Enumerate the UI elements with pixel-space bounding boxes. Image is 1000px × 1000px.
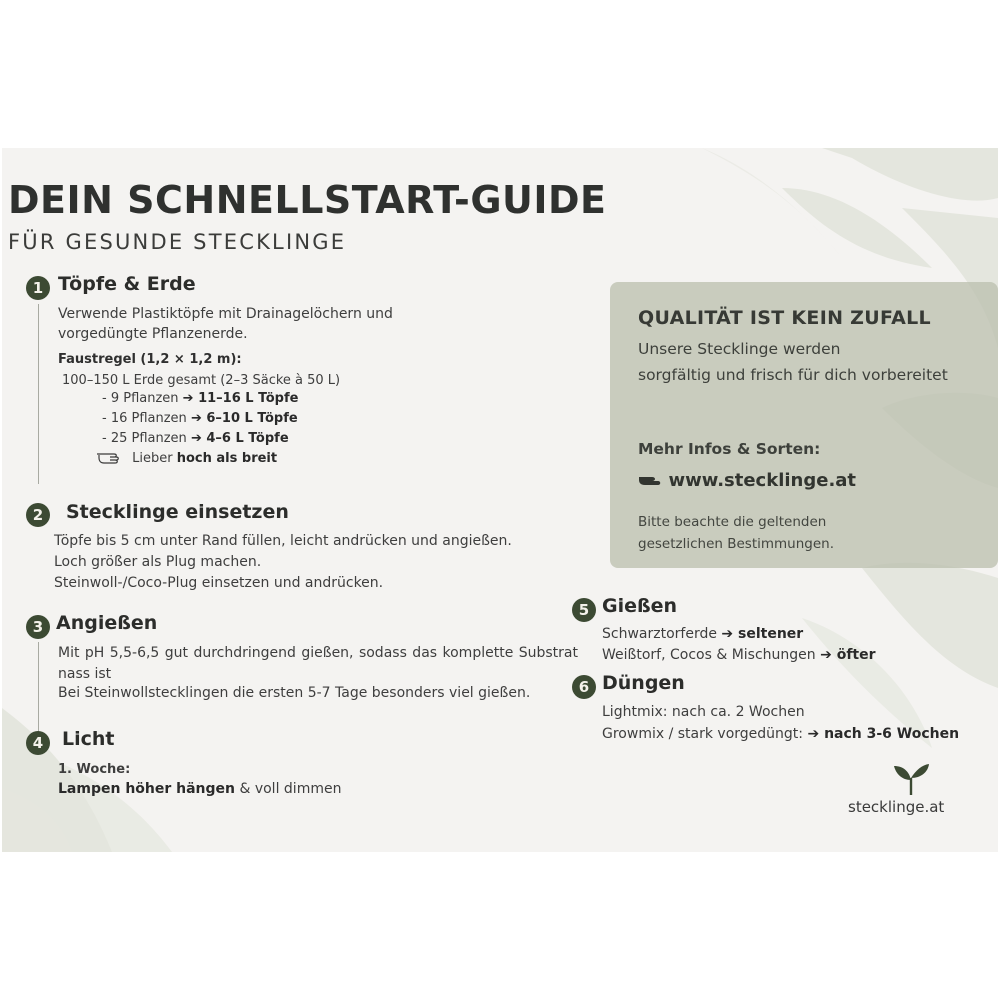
list-item-prefix: - 16 Pflanzen (102, 411, 191, 426)
section-text: vorgedüngte Pflanzenerde. (58, 326, 248, 342)
arrow-icon: ➔ (820, 647, 837, 663)
arrow-icon: ➔ (190, 431, 207, 446)
section-title-fertilizing: Düngen (602, 672, 685, 694)
section-paragraph: Mit pH 5,5-6,5 gut durchdringend gießen, sodass das komplette Substrat nass ist (58, 645, 578, 682)
info-box (610, 282, 998, 568)
section-title-pots-soil: Töpfe & Erde (58, 273, 196, 295)
step-number-3: 3 (26, 615, 50, 639)
arrow-icon: ➔ (721, 626, 739, 642)
info-box-line: sorgfältig und frisch für dich vorbereitet (638, 366, 948, 384)
watering-bold: öfter (836, 647, 876, 663)
section-text: Töpfe bis 5 cm unter Rand füllen, leicht andrücken und angießen. (54, 533, 512, 549)
watering-row (602, 626, 803, 642)
info-box-heading: QUALITÄT IST KEIN ZUFALL (638, 307, 931, 329)
fertilizing-row (602, 704, 805, 720)
section-text: Steinwoll-/Coco-Plug einsetzen und andrücken. (54, 575, 384, 591)
rule-total: 100–150 L Erde gesamt (2–3 Säcke à 50 L) (62, 373, 341, 388)
section-divider-line (38, 642, 39, 732)
arrow-icon: ➔ (182, 391, 199, 406)
step-number-2: 2 (26, 503, 50, 527)
section-title-watering-in: Angießen (56, 612, 158, 634)
pointing-hand-icon (96, 450, 128, 464)
page-title: DEIN SCHNELLSTART-GUIDE (8, 178, 607, 222)
website-link[interactable]: www.stecklinge.at (668, 470, 857, 491)
list-item-value: 6–10 L Töpfe (206, 411, 298, 426)
light-instruction (58, 781, 341, 797)
tip-bold: hoch als breit (176, 451, 278, 466)
list-item-value: 4–6 L Töpfe (206, 431, 289, 446)
list-item-prefix: - 25 Pflanzen (102, 431, 191, 446)
watering-row (602, 647, 876, 663)
tip-row (96, 450, 277, 466)
fertilizing-row (602, 726, 959, 742)
tip-text: Lieber (132, 451, 177, 466)
arrow-icon: ➔ (190, 411, 207, 426)
section-text: Bei Steinwollstecklingen die ersten 5-7 Tage besonders viel gießen. (58, 685, 531, 701)
light-rest: & voll dimmen (235, 781, 342, 797)
info-box-note: Bitte beachte die geltenden (638, 514, 827, 530)
watering-bold: seltener (738, 626, 804, 642)
pointing-hand-icon (636, 472, 664, 488)
list-item-value: 11–16 L Töpfe (198, 391, 299, 406)
url-row (636, 470, 856, 491)
guide-card (2, 148, 998, 852)
fertilizing-bold: nach 3-6 Wochen (824, 726, 960, 742)
rule-label: Faustregel (1,2 × 1,2 m): (58, 352, 242, 367)
section-title-watering: Gießen (602, 595, 678, 617)
step-number-6: 6 (572, 675, 596, 699)
brand-name: stecklinge.at (848, 798, 945, 816)
section-divider-line (38, 304, 39, 484)
list-item (102, 411, 298, 426)
page-subtitle: FÜR GESUNDE STECKLINGE (8, 230, 347, 254)
step-number-1: 1 (26, 276, 50, 300)
fertilizing-text: Growmix / stark vorgedüngt: (602, 726, 808, 742)
section-text: Verwende Plastiktöpfe mit Drainagelöchern und (58, 306, 393, 322)
sprout-icon (892, 762, 930, 796)
section-title-cuttings: Stecklinge einsetzen (66, 501, 289, 523)
arrow-icon: ➔ (807, 726, 825, 742)
watering-text: Schwarztorferde (602, 626, 722, 642)
list-item-prefix: - 9 Pflanzen (102, 391, 183, 406)
section-text: Loch größer als Plug machen. (54, 554, 262, 570)
info-box-line: Unsere Stecklinge werden (638, 340, 841, 358)
info-box-more: Mehr Infos & Sorten: (638, 440, 821, 458)
section-title-light: Licht (62, 728, 115, 750)
info-box-note: gesetzlichen Bestimmungen. (638, 536, 835, 552)
step-number-4: 4 (26, 731, 50, 755)
week-label: 1. Woche: (58, 762, 131, 777)
list-item (102, 431, 289, 446)
list-item (102, 391, 298, 406)
light-bold: Lampen höher hängen (58, 781, 236, 797)
watering-text: Weißtorf, Cocos & Mischungen (602, 647, 821, 663)
step-number-5: 5 (572, 598, 596, 622)
fertilizing-text: Lightmix: nach ca. 2 Wochen (602, 704, 805, 720)
